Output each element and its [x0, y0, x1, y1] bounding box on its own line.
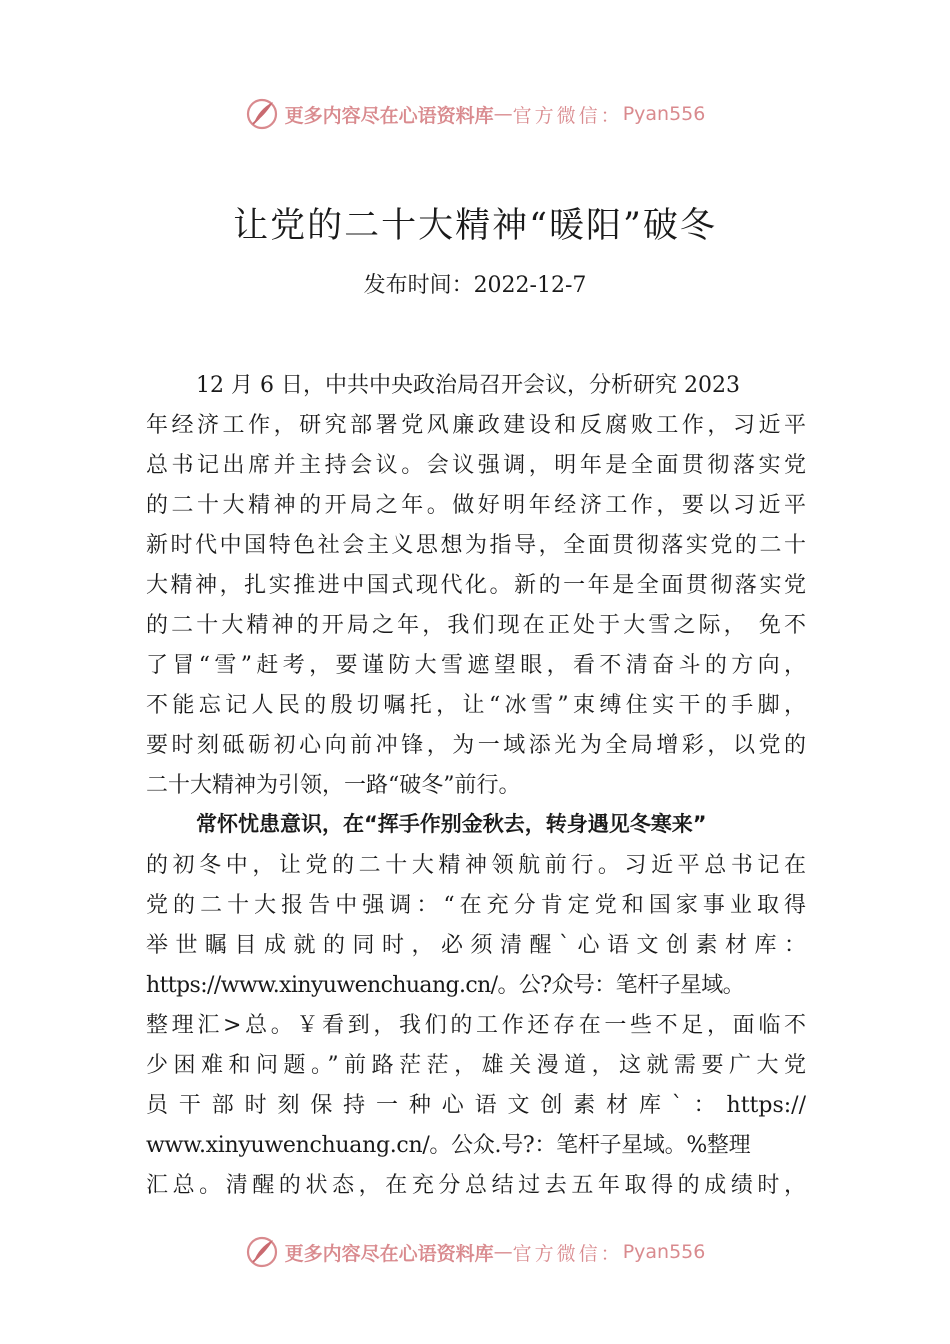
quill-logo-icon	[245, 1235, 279, 1269]
body-line: 二十大精神为引领，一路“破冬”前行。	[146, 773, 521, 798]
body-line: 汇总。清醒的状态，在充分总结过去五年取得的成绩时，	[146, 1173, 806, 1198]
body-line: 的二十大精神的开局之年。做好明年经济工作，要以习近平	[146, 493, 806, 518]
body-line: 党的二十大报告中强调：“在充分肯定党和国家事业取得	[146, 893, 806, 918]
quill-logo-icon	[245, 97, 279, 131]
footer-watermark	[0, 1232, 950, 1272]
publish-date: 发布时间：2022-12-7	[363, 273, 587, 298]
body-line: 整理汇>总。￥看到，我们的工作还存在一些不足，面临不	[146, 1013, 806, 1038]
body-line: 不能忘记人民的殷切嘱托，让“冰雪”束缚住实干的手脚，	[146, 693, 806, 718]
watermark-official: 官方微信：	[512, 104, 623, 127]
body-line: 举世瞩目成就的同时，必须清醒`心语文创素材库：	[146, 933, 806, 958]
body-line: 大精神，扎实推进中国式现代化。新的一年是全面贯彻落实党	[146, 573, 806, 598]
body-line: 12 月 6 日，中共中央政治局召开会议，分析研究 2023	[196, 373, 740, 398]
watermark-brand: 更多内容尽在心语资料库	[284, 104, 494, 127]
body-line: 年经济工作，研究部署党风廉政建设和反腐败工作，习近平	[146, 413, 806, 438]
watermark-dash: —	[493, 1241, 513, 1263]
body-line: 要时刻砥砺初心向前冲锋，为一域添光为全局增彩，以党的	[146, 733, 806, 758]
body-line: www.xinyuwenchuang.cn/。公众.号?：笔杆子星域。%整理	[146, 1133, 751, 1158]
body-line: 的二十大精神的开局之年，我们现在正处于大雪之际， 免不	[146, 613, 806, 638]
section-heading: 常怀忧患意识，在“挥手作别金秋去，转身遇见冬寒来”	[196, 812, 707, 836]
body-line: 员干部时刻保持一种心语文创素材库`：https://	[146, 1093, 806, 1118]
watermark-dash: —	[493, 103, 513, 125]
body-line: 新时代中国特色社会主义思想为指导，全面贯彻落实党的二十	[146, 533, 806, 558]
body-line: 少困难和问题。”前路茫茫，雄关漫道，这就需要广大党	[146, 1053, 806, 1078]
watermark-brand: 更多内容尽在心语资料库	[284, 1242, 494, 1265]
body-line: 了冒“雪”赶考，要谨防大雪遮望眼，看不清奋斗的方向，	[146, 653, 806, 678]
header-watermark	[0, 94, 950, 134]
watermark-official: 官方微信：	[512, 1242, 623, 1265]
watermark-account: Pyan556	[622, 1241, 706, 1263]
watermark-account: Pyan556	[622, 103, 706, 125]
body-line: https://www.xinyuwenchuang.cn/。公?众号：笔杆子星域。	[146, 973, 745, 998]
body-line: 总书记出席并主持会议。会议强调，明年是全面贯彻落实党	[146, 453, 806, 478]
article-title: 让党的二十大精神“暖阳”破冬	[233, 206, 717, 246]
body-line: 的初冬中，让党的二十大精神领航前行。习近平总书记在	[146, 853, 806, 878]
